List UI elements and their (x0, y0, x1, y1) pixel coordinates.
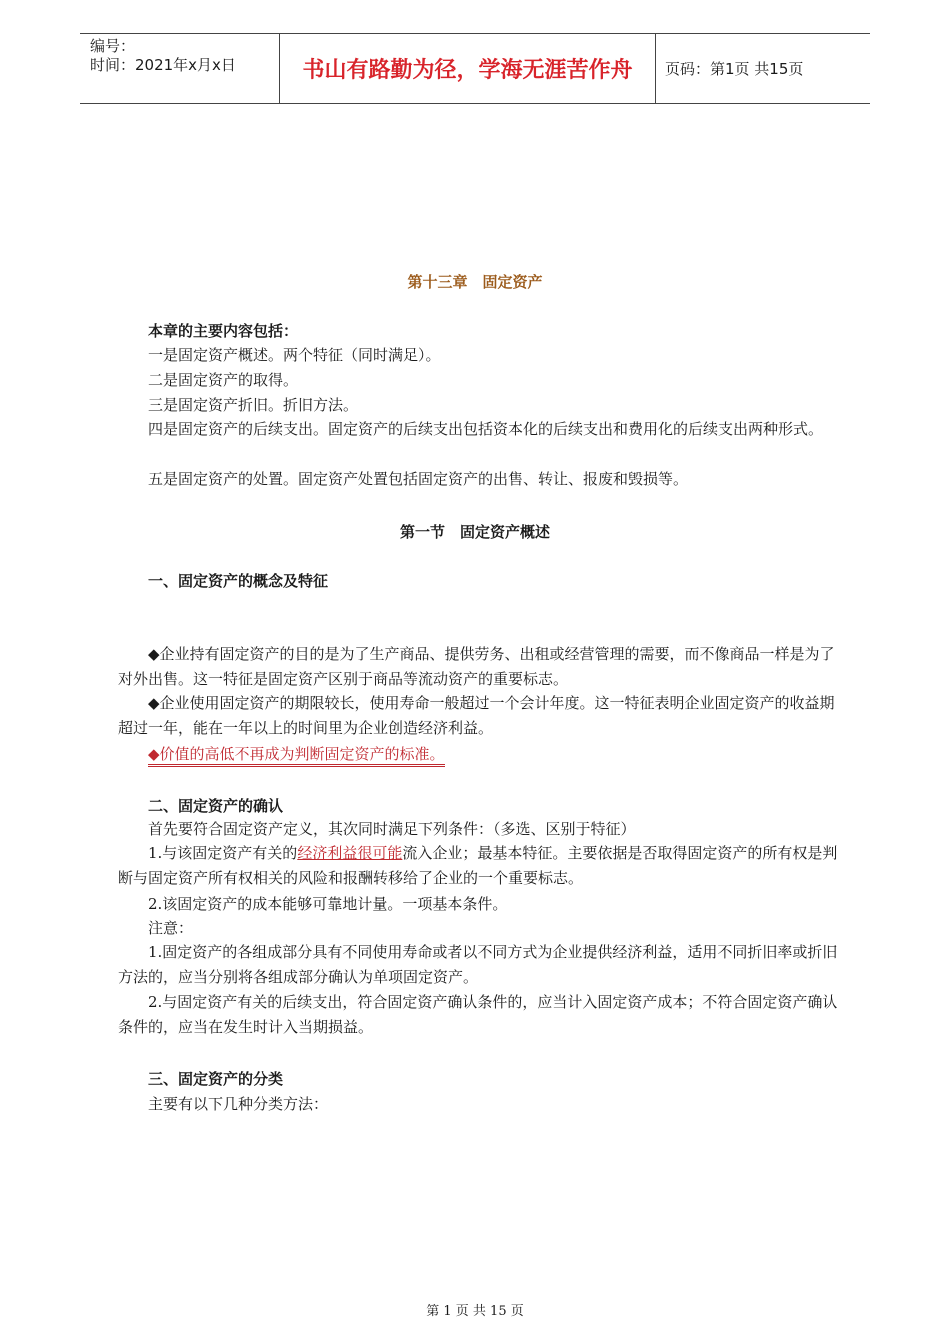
intro-item-1: 一是固定资产概述。两个特征（同时满足）。 (148, 346, 441, 364)
part2-condition-2: 2.该固定资产的成本能够可靠地计量。一项基本条件。 (148, 895, 508, 913)
intro-heading: 本章的主要内容包括： (148, 322, 299, 340)
number-label: 编号： (90, 37, 136, 55)
page-footer: 第 1 页 共 15 页 (426, 1304, 524, 1319)
header-motto: 书山有路勤为径，学海无涯苦作舟 (280, 34, 656, 103)
part1-bullet-2: ◆企业使用固定资产的期限较长，使用寿命一般超过一个会计年度。这一特征表明企业固定资产的收益期超过一年，能在一年以上的时间里为企业创造经济利益。 (118, 694, 835, 737)
part2-heading: 二、固定资产的确认 (148, 797, 284, 815)
part2-note-label: 注意： (148, 919, 194, 937)
part2-note-1: 1.固定资产的各组成部分具有不同使用寿命或者以不同方式为企业提供经济利益，适用不同折旧率或折旧方法的，应当分别将各组成部分确认为单项固定资产。 (118, 943, 838, 986)
time-label: 时间：2021年x月x日 (90, 56, 236, 74)
chapter-title: 第十三章 固定资产 (407, 273, 543, 291)
intro-item-5: 五是固定资产的处置。固定资产处置包括固定资产的出售、转让、报废和毁损等。 (148, 470, 689, 488)
header-meta (80, 34, 280, 103)
part1-highlight-wrap (148, 744, 445, 764)
header-page-info: 页码：第1页 共15页 (665, 60, 804, 78)
document-header (80, 33, 870, 104)
condition-1-pre: 1.与该固定资产有关的 (148, 844, 298, 862)
part1-highlight: ◆价值的高低不再成为判断固定资产的标准。 (148, 745, 445, 767)
intro-item-4: 四是固定资产的后续支出。固定资产的后续支出包括资本化的后续支出和费用化的后续支出两种形式。 (148, 420, 824, 438)
condition-1-post: 流入企业；最基本特征。主要依据是否取得固定资产的所有权是判断与固定资产所有权相关的风险和报酬转移给了企业的一个重要标志。 (118, 844, 838, 887)
intro-item-3: 三是固定资产折旧。折旧方法。 (148, 396, 359, 414)
intro-item-2: 二是固定资产的取得。 (148, 371, 299, 389)
condition-1-highlight: 经济利益很可能 (297, 844, 403, 862)
part3-heading: 三、固定资产的分类 (148, 1070, 284, 1088)
section-title: 第一节 固定资产概述 (399, 523, 550, 541)
part2-condition-1 (118, 841, 840, 891)
part2-note-2: 2.与固定资产有关的后续支出，符合固定资产确认条件的，应当计入固定资产成本；不符合固定资产确认条件的，应当在发生时计入当期损益。 (118, 993, 838, 1036)
part2-intro: 首先要符合固定资产定义，其次同时满足下列条件：（多选、区别于特征） (148, 820, 636, 838)
part3-intro: 主要有以下几种分类方法： (148, 1095, 329, 1113)
part1-heading: 一、固定资产的概念及特征 (148, 572, 329, 590)
part1-bullet-1: ◆企业持有固定资产的目的是为了生产商品、提供劳务、出租或经营管理的需要，而不像商品一样是为了对外出售。这一特征是固定资产区别于商品等流动资产的重要标志。 (118, 645, 835, 688)
